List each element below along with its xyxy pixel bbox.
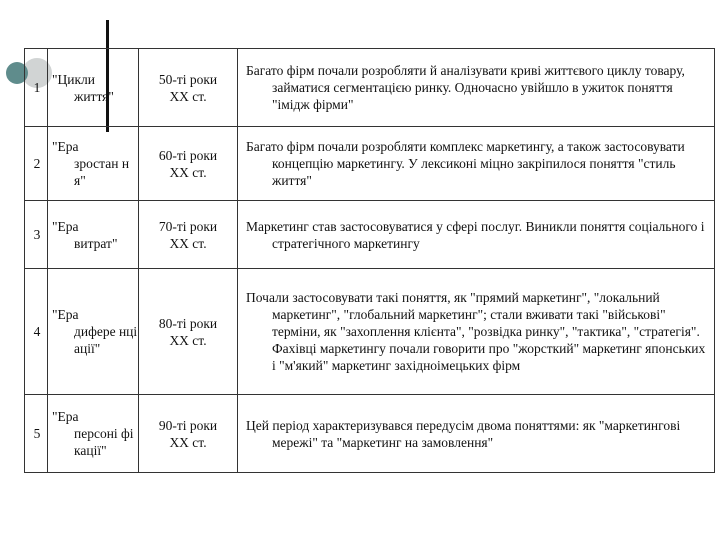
period-century: XX ст. (169, 332, 207, 348)
description-cell (238, 269, 715, 395)
era-name-cell (48, 49, 139, 127)
era-name-rest: життя" (74, 88, 114, 104)
description-text: Цей період характеризувався передусім двома поняттями: як "маркетингові мережі" та "маркетинг на замовлення" (246, 417, 681, 450)
period-decade: 60-ті роки (158, 147, 218, 163)
era-name-cell (48, 127, 139, 201)
period-decade: 70-ті роки (158, 218, 218, 234)
description-cell (238, 49, 715, 127)
row-number: 2 (25, 127, 48, 201)
period-decade: 80-ті роки (158, 315, 218, 331)
era-name-cell (48, 395, 139, 473)
period-century: XX ст. (169, 88, 207, 104)
table-row (25, 49, 715, 127)
row-number: 3 (25, 201, 48, 269)
era-name-cell (48, 269, 139, 395)
description-cell (238, 201, 715, 269)
period-cell (139, 395, 238, 473)
table-row (25, 127, 715, 201)
period-cell (139, 269, 238, 395)
row-number: 1 (25, 49, 48, 127)
period-cell (139, 49, 238, 127)
era-name-rest: персоні фікації" (74, 426, 134, 458)
period-cell (139, 201, 238, 269)
description-cell (238, 395, 715, 473)
era-name-first: "Ера (52, 139, 79, 154)
era-name-first: "Цикли (52, 71, 96, 87)
row-number: 5 (25, 395, 48, 473)
table-row (25, 395, 715, 473)
description-text: Маркетинг став застосовуватися у сфері послуг. Виникли поняття соціального і стратегічного маркетингу (246, 218, 705, 251)
era-name-cell (48, 201, 139, 269)
era-name-rest: дифере нціації" (74, 324, 138, 356)
description-text: Багато фірм почали розробляти комплекс маркетингу, а також застосовувати концепцію маркетингу. У лексиконі міцно закріпилося поняття "стиль життя" (246, 139, 685, 188)
era-name-first: "Ера (52, 218, 79, 234)
description-text: Почали застосовувати такі поняття, як "прямий маркетинг", "локальний маркетинг", "глобальний маркетинг"; стали вживати такі "військові" терміни, як "захоплення клієнта", "розвідка ринку", "тактика", "стратегія". Фахівці маркетингу почали говорити про "жорсткий" маркетинг японських і "м'який" маркетинг західноімецьких фірм (246, 290, 706, 373)
description-cell (238, 127, 715, 201)
period-century: XX ст. (169, 235, 207, 251)
period-century: XX ст. (169, 164, 207, 180)
period-decade: 90-ті роки (158, 417, 218, 433)
period-decade: 50-ті роки (158, 71, 218, 87)
era-name-first: "Ера (52, 409, 79, 424)
table-row (25, 201, 715, 269)
marketing-eras-table (24, 48, 715, 473)
period-cell (139, 127, 238, 201)
era-name-rest: витрат" (74, 235, 118, 251)
description-text: Багато фірм почали розробляти й аналізувати криві життєвого циклу товару, займатися сегментацією ринку. Одночасно увійшло в ужиток поняття "імідж фірми" (246, 63, 685, 112)
era-name-first: "Ера (52, 307, 79, 322)
table-row (25, 269, 715, 395)
period-century: XX ст. (169, 434, 207, 450)
era-name-rest: зростан ня" (74, 156, 130, 188)
row-number: 4 (25, 269, 48, 395)
